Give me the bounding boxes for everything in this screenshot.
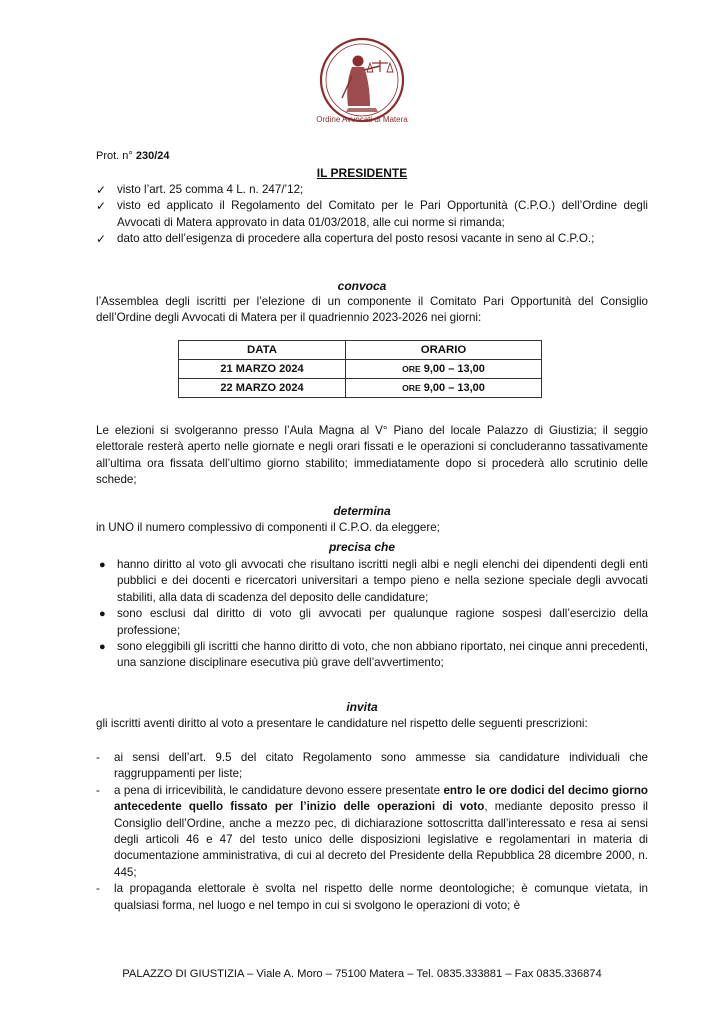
- prescrizioni-list: [96, 750, 648, 914]
- dash-icon: -: [96, 882, 100, 896]
- protocol-value: 230/24: [135, 150, 170, 162]
- schedule-table: [178, 340, 542, 398]
- column-header-date: DATA: [179, 341, 346, 360]
- protocol-label: Prot. n°: [96, 150, 133, 162]
- bullet-icon: ●: [99, 559, 106, 571]
- schedule-time: ORE 9,00 – 13,00: [346, 360, 542, 379]
- determina-heading: determina: [333, 504, 391, 518]
- list-item: - ai sensi dell’art. 9.5 del citato Regolamento sono ammesse sia candidature individuali che raggruppamenti per liste;: [96, 751, 648, 781]
- convoca-text: l’Assemblea degli iscritti per l’elezione di un componente il Comitato Pari Opportunità del Consiglio dell’Ordine degli Avvocati di Matera per il quadriennio 2023-2026 nei giorni:: [96, 295, 648, 325]
- elezioni-paragraph: Le elezioni si svolgeranno presso l’Aula Magna al V° Piano del locale Palazzo di Giustizia; il seggio elettorale resterà aperto nelle giornate e negli orari fissati e le operazioni si concluderanno tassativamente all’ultima ora fissata dell’ultimo giorno stabilito; immediatamente dopo si procederà allo scrutinio delle schede;: [96, 424, 648, 487]
- dash-icon: -: [96, 783, 100, 797]
- bar-association-logo-icon: [318, 36, 406, 124]
- invita-heading: invita: [346, 700, 378, 714]
- convoca-heading: convoca: [337, 279, 387, 293]
- list-item: ✓ visto ed applicato il Regolamento del Comitato per le Pari Opportunità (C.P.O.) dell’Ordine degli Avvocati di Matera approvato in data 01/03/2018, alle cui norme si rimanda;: [96, 199, 648, 229]
- list-item: ● hanno diritto al voto gli avvocati che risultano iscritti negli albi e negli elenchi dei dipendenti degli enti pubblici e dei docenti e ricercatori universitari a tempo pieno e nella sezione speciale degli avvocati stabiliti, alla data di scadenza del deposito delle candidature;: [99, 558, 648, 604]
- document-title: IL PRESIDENTE: [316, 166, 408, 180]
- bullet-icon: ●: [99, 608, 106, 621]
- table-row: [179, 379, 542, 398]
- checkmark-icon: ✓: [96, 199, 107, 214]
- checkmark-icon: ✓: [96, 232, 107, 247]
- schedule-date: 22 MARZO 2024: [179, 379, 346, 398]
- footer-address: PALAZZO DI GIUSTIZIA – Viale A. Moro – 75100 Matera – Tel. 0835.333881 – Fax 0835.336874: [122, 968, 602, 980]
- visti-list: [96, 182, 648, 248]
- bullet-icon: ●: [99, 641, 106, 654]
- precisa-list: [96, 557, 648, 672]
- column-header-time: ORARIO: [346, 341, 542, 360]
- invita-text: gli iscritti aventi diritto al voto a presentare le candidature nel rispetto delle seguenti prescrizioni:: [96, 717, 588, 730]
- table-row: [179, 360, 542, 379]
- list-item: ● sono eleggibili gli iscritti che hanno diritto di voto, che non abbiano riportato, nei cinque anni precedenti, una sanzione disciplinare esecutiva più grave dell’avvertimento;: [99, 640, 648, 670]
- dash-icon: -: [96, 751, 100, 764]
- schedule-date: 21 MARZO 2024: [179, 360, 346, 379]
- logo-caption: Ordine Avvocati di Matera: [316, 115, 408, 124]
- checkmark-icon: ✓: [96, 183, 107, 197]
- list-item: ✓ visto l’art. 25 comma 4 L. n. 247/’12;: [96, 183, 304, 197]
- table-header-row: [179, 341, 542, 360]
- list-item: ● sono esclusi dal diritto di voto gli avvocati per qualunque ragione sospesi dall’esercizio della professione;: [99, 607, 648, 637]
- schedule-time: ORE 9,00 – 13,00: [346, 379, 542, 398]
- list-item: - a pena di irricevibilità, le candidature devono essere presentate entro le ore dodici del decimo giorno antecedente quello fissato per l’inizio delle operazioni di voto, mediante deposito presso il Consiglio dell’Ordine, anche a mezzo pec, di dichiarazione sottoscritta dall’interessato e resa ai sensi degli articoli 46 e 47 del testo unico delle disposizioni legislative e regolamentari in materia di documentazione amministrativa, di cui al decreto del Presidente della Repubblica 28 dicembre 2000, n. 445;: [96, 783, 648, 879]
- precisa-heading: precisa che: [328, 540, 396, 554]
- list-item: - la propaganda elettorale è svolta nel rispetto delle norme deontologiche; è comunque vietata, in qualsiasi forma, nel luogo e nel tempo in cui si svolgono le operazioni di voto; è: [96, 882, 648, 912]
- protocol-number: [96, 150, 170, 162]
- list-item: ✓ dato atto dell’esigenza di procedere alla copertura del posto resosi vacante in seno al C.P.O.;: [96, 232, 595, 247]
- determina-text: in UNO il numero complessivo di componenti il C.P.O. da eleggere;: [96, 521, 440, 534]
